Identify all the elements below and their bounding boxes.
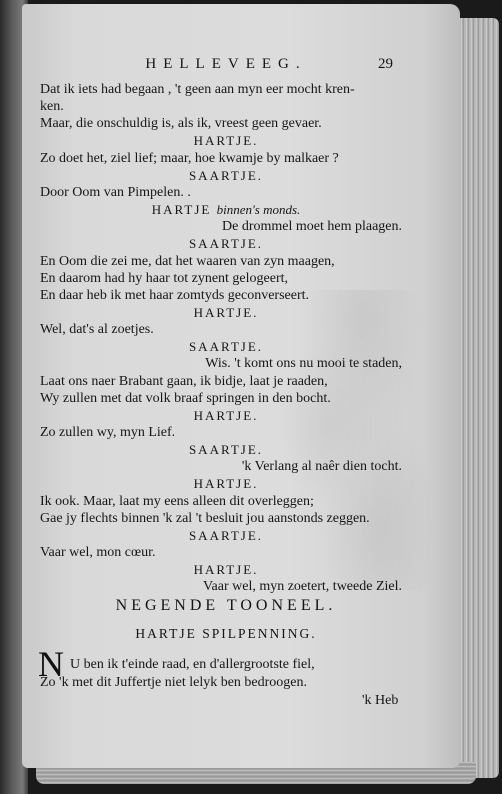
verse-line: En daarom had hy haar tot zynent gelogeert, [40,270,289,286]
verse-line: ken. [40,99,64,115]
speaker-label: HARTJE. [193,133,259,149]
verse-line: Vaar wel, myn zoetert, tweede Ziel. [202,579,402,595]
verse-line: Wel, dat's al zoetjes. [40,322,154,338]
verse-line: Door Oom van Pimpelen. . [40,184,191,200]
verse-line: De drommel moet hem plaagen. [222,219,402,235]
stage-direction: binnen's monds. [216,202,301,218]
scene-heading: NEGENDE TOONEEL. [115,597,337,614]
verse-line: Maar, die onschuldig is, als ik, vreest geen gevaer. [40,116,322,132]
verse-line: Zo zullen wy, myn Lief. [40,425,176,440]
verse-line: En Oom die zei me, dat het waaren van zyn maagen, [40,253,335,269]
verse-line: Ik ook. Maar, laat my eens alleen dit overleggen; [40,493,314,509]
verse-line: Wis. 't komt ons nu mooi te staden, [205,356,402,372]
catchword: 'k Heb [362,693,399,708]
verse-line: Wy zullen met dat volk braaf springen in den bocht. [40,390,331,406]
speaker-label: SAARTJE. [188,167,264,183]
speaker-label [40,202,412,218]
speaker-name: HARTJE [151,202,212,218]
speaker-label: SAARTJE. [188,442,264,458]
scene-character: HARTJE SPILPENNING. [135,626,317,641]
speaker-label: HARTJE. [193,304,259,320]
running-head: HELLEVEEG. [145,56,307,72]
speaker-label: SAARTJE. [188,339,264,355]
speaker-label: HARTJE. [193,562,259,578]
speaker-label: SAARTJE. [188,527,264,543]
verse-line: Dat ik iets had begaan , 't geen aan myn eer mocht kren- [40,82,355,97]
verse-line: En daar heb ik met haar zomtyds geconverseert. [40,287,310,303]
speaker-label: SAARTJE. [188,236,264,252]
drop-capital: N [38,644,64,684]
verse-line: 'k Verlang al naêr dien tocht. [241,459,402,475]
scene-line-2: Zo 'k met dit Juffertje niet lelyk ben bedroogen. [40,675,308,690]
verse-line: Zo doet het, ziel lief; maar, hoe kwamje by malkaer ? [40,150,339,166]
speaker-label: HARTJE. [193,476,259,492]
scene-line-1: U ben ik t'einde raad, en d'allergrootste fiel, [70,657,315,672]
speaker-label: HARTJE. [193,407,259,423]
verse-line: Laat ons naer Brabant gaan, ik bidje, laat je raaden, [40,373,328,389]
page-number: 29 [378,56,393,72]
verse-line: Gae jy flechts binnen 'k zal 't besluit jou aanstonds zeggen. [40,510,370,526]
page-block-edges [455,18,499,778]
verse-line: Vaar wel, mon cœur. [40,545,156,561]
